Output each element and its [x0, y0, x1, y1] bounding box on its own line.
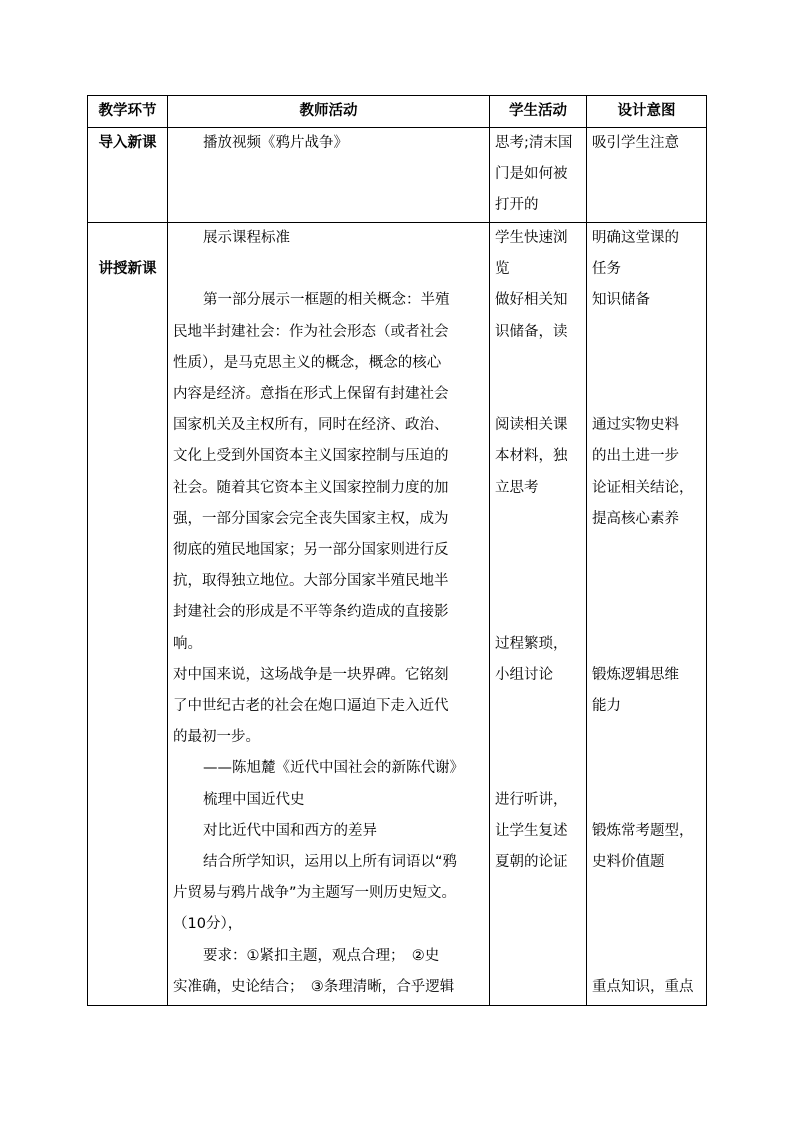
main-row: [88, 223, 707, 1006]
intent-line: [592, 379, 701, 410]
intent-line: [592, 878, 701, 909]
intent-line: 通过实物史料: [592, 417, 679, 434]
student-line: [495, 348, 581, 379]
teacher-line: 彻底的殖民地国家；另一部分国家则进行反: [173, 542, 449, 559]
intro-row: [88, 128, 707, 223]
student-line: 阅读相关课: [495, 417, 568, 434]
student-line: 立思考: [495, 479, 539, 496]
intent-line: 的出土进一步: [592, 448, 679, 465]
header-row: [88, 96, 707, 128]
intent-line: 论证相关结论，: [592, 479, 694, 496]
intent-line: 知识储备: [592, 292, 650, 309]
teacher-line: ——陈旭麓《近代中国社会的新陈代谢》: [203, 760, 464, 777]
teacher-line: 内容是经济。意指在形式上保留有封建社会: [173, 386, 449, 402]
intent-line: 提高核心素养: [592, 510, 679, 527]
intent-line: 重点知识，重点: [592, 978, 694, 995]
intent-line: [592, 348, 701, 379]
teacher-line: 对比近代中国和西方的差异: [203, 822, 377, 839]
teacher-line: 第一部分展示一框题的相关概念：半殖: [203, 292, 450, 309]
main-stage: [88, 223, 168, 1006]
header-teacher: 教师活动: [168, 96, 490, 128]
intent-line: 能力: [592, 697, 621, 714]
main-teacher: [168, 223, 490, 1006]
main-student: [490, 223, 587, 1006]
teacher-line: 的最初一步。: [173, 729, 260, 746]
student-line: [495, 691, 581, 722]
student-line: 让学生复述: [495, 822, 568, 839]
main-stage-label: 讲授新课: [98, 261, 157, 278]
intent-line: [592, 566, 701, 597]
teacher-line: 国家机关及主权所有，同时在经济、政治、: [173, 417, 449, 434]
teacher-line: 强，一部分国家会完全丧失国家主权，成为: [173, 510, 449, 527]
intro-student-line: 门是如何被: [495, 166, 568, 183]
teacher-line: 响。: [173, 635, 202, 652]
intent-line: [592, 597, 701, 628]
header-student: 学生活动: [490, 96, 587, 128]
intent-line: 明确这堂课的: [592, 230, 679, 246]
student-line: 夏朝的论证: [495, 853, 568, 870]
intro-teacher: [168, 128, 490, 223]
teacher-line: 实准确，史论结合； ③条理清晰，合乎逻辑: [173, 978, 455, 995]
intent-line: 史料价值题: [592, 853, 665, 870]
intro-intent-text: 吸引学生注意: [592, 135, 679, 151]
intent-line: [592, 722, 701, 753]
teacher-line: 要求：①紧扣主题，观点合理； ②史: [203, 947, 440, 964]
teacher-line: 结合所学知识，运用以上所有词语以“鸦: [203, 854, 458, 871]
teacher-line: 片贸易与鸦片战争”为主题写一则历史短文。: [173, 885, 457, 902]
intro-intent: [587, 128, 707, 223]
teacher-line: 文化上受到外国资本主义国家控制与压迫的: [173, 448, 449, 465]
intent-line: 任务: [592, 261, 621, 278]
student-line: 做好相关知: [495, 292, 568, 309]
teacher-line: 性质），是马克思主义的概念，概念的核心: [173, 354, 442, 371]
student-line: 小组讨论: [495, 666, 553, 683]
intent-line: [592, 317, 701, 348]
intro-student-line: 打开的: [495, 197, 539, 214]
teacher-line: 对中国来说，这场战争是一块界碑。它铭刻: [173, 666, 449, 683]
student-line: 进行听讲，: [495, 791, 568, 808]
intro-stage: 导入新课: [88, 128, 168, 223]
student-line: 览: [495, 261, 510, 278]
intent-line: [592, 753, 701, 784]
teacher-line: 社会。随着其它资本主义国家控制力度的加: [173, 479, 449, 496]
intent-line: [592, 785, 701, 816]
student-line: [495, 504, 581, 535]
teacher-line: 展示课程标准: [203, 230, 290, 246]
header-stage: 教学环节: [88, 96, 168, 128]
student-line: [495, 597, 581, 628]
teacher-line: 梳理中国近代史: [203, 791, 305, 808]
teacher-line: （10分），: [173, 916, 243, 933]
student-line: [495, 753, 581, 784]
intro-student-line: 思考;清末国: [495, 135, 573, 151]
student-line: [495, 566, 581, 597]
student-line: [495, 535, 581, 566]
teacher-line: 了中世纪古老的社会在炮口逼迫下走入近代: [173, 698, 449, 715]
intent-line: [592, 909, 701, 940]
intent-line: [592, 535, 701, 566]
student-line: [495, 722, 581, 753]
intent-line: 锻炼逻辑思维: [592, 666, 679, 683]
header-intent: 设计意图: [587, 96, 707, 128]
intro-teacher-text: 播放视频《鸦片战争》: [203, 135, 348, 151]
teacher-line: 封建社会的形成是不平等条约造成的直接影: [173, 604, 449, 621]
student-line: [495, 379, 581, 410]
intro-student: [490, 128, 587, 223]
intent-line: [592, 940, 701, 971]
teacher-line: 抗，取得独立地位。大部分国家半殖民地半: [173, 573, 449, 590]
intent-line: 锻炼常考题型，: [592, 822, 694, 839]
student-line: 过程繁琐，: [495, 635, 568, 652]
student-line: 本材料，独: [495, 448, 568, 465]
intent-line: [592, 629, 701, 660]
teacher-line: 民地半封建社会：作为社会形态（或者社会: [173, 323, 449, 340]
student-line: 识储备，读: [495, 323, 568, 340]
lesson-plan-table: [87, 95, 707, 1006]
student-line: 学生快速浏: [495, 230, 568, 246]
main-intent: [587, 223, 707, 1006]
